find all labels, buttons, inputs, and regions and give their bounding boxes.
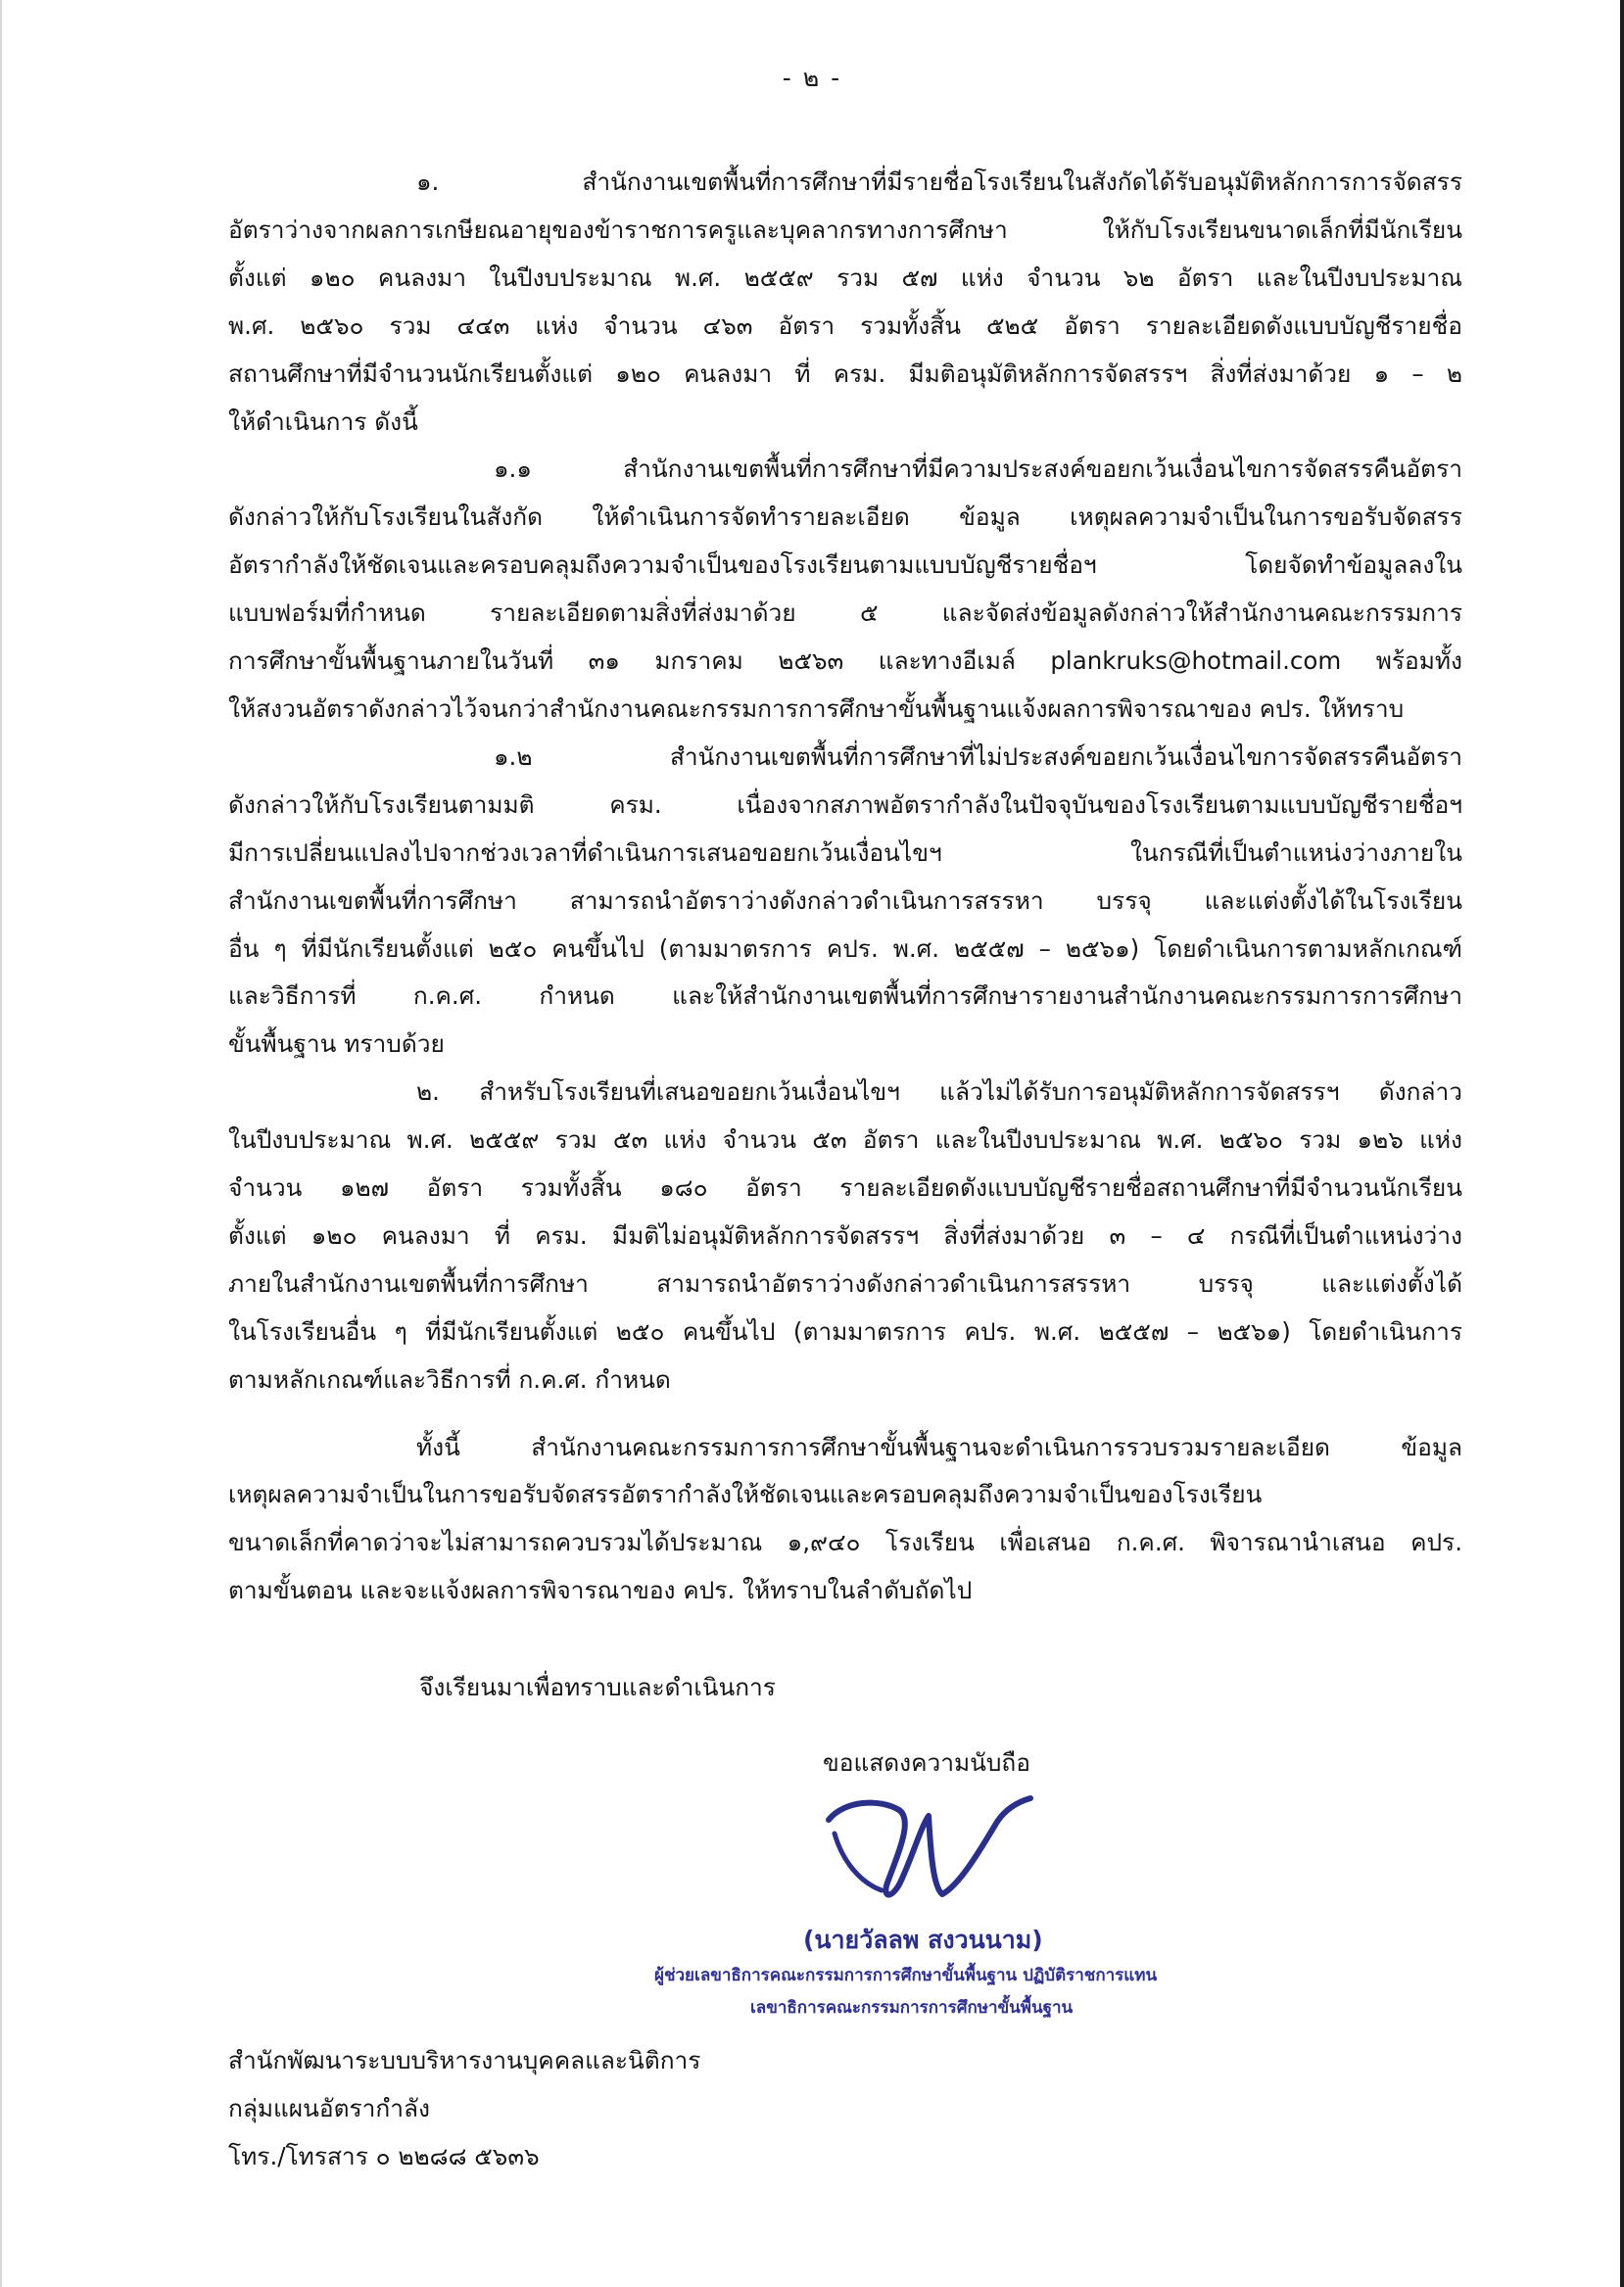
paragraph-1-line-6: ให้ดำเนินการ ดังนี้ [228, 406, 418, 436]
signatory-position-line-1: ผู้ช่วยเลขาธิการคณะกรรมการการศึกษาขั้นพื้นฐาน ปฏิบัติราชการแทน [654, 1966, 1158, 1985]
paragraph-1-2-line-6: และวิธีการที่ ก.ค.ศ. กำหนด และให้สำนักงานเขตพื้นที่การศึกษารายงานสำนักงานคณะกรรมการการศึกษา [228, 981, 1462, 1011]
paragraph-3-line-2: เหตุผลความจำเป็นในการขอรับจัดสรรอัตรากำลังให้ชัดเจนและครอบคลุมถึงความจำเป็นของโรงเรียน [228, 1480, 1263, 1509]
footer-contact [228, 2036, 700, 2180]
paragraph-1-2-line-1: ๑.๒ สำนักงานเขตพื้นที่การศึกษาที่ไม่ประสงค์ขอยกเว้นเงื่อนไขการจัดสรรคืนอัตรา [494, 741, 1462, 771]
paragraph-1-1-line-2: ดังกล่าวให้กับโรงเรียนในสังกัด ให้ดำเนินการจัดทำรายละเอียด ข้อมูล เหตุผลความจำเป็นในการขอรับจัดสรร [228, 502, 1462, 532]
paragraph-3-line-4: ตามขั้นตอน และจะแจ้งผลการพิจารณาของ คปร. ให้ทราบในลำดับถัดไป [228, 1576, 973, 1605]
paragraph-1-1-line-4: แบบฟอร์มที่กำหนด รายละเอียดตามสิ่งที่ส่งมาด้วย ๕ และจัดส่งข้อมูลดังกล่าวให้สำนักงานคณะกรรมการ [228, 598, 1462, 628]
paragraph-2-line-3: จำนวน ๑๒๗ อัตรา รวมทั้งสิ้น ๑๘๐ อัตรา รายละเอียดดังแบบบัญชีรายชื่อสถานศึกษาที่มีจำนวนนักเรียน [228, 1173, 1462, 1203]
page-right-edge [1620, 0, 1624, 2287]
signatory-name: (นายวัลลพ สงวนนาม) [803, 1926, 1043, 1954]
paragraph-2-line-2: ในปีงบประมาณ พ.ศ. ๒๕๕๙ รวม ๕๓ แห่ง จำนวน ๕๓ อัตรา และในปีงบประมาณ พ.ศ. ๒๕๖๐ รวม ๑๒๖ แห่ง [228, 1125, 1462, 1155]
paragraph-1-1-line-5: การศึกษาขั้นพื้นฐานภายในวันที่ ๓๑ มกราคม ๒๕๖๓ และทางอีเมล์ plankruks@hotmail.com พร้อมทั้ง [228, 646, 1462, 676]
paragraph-2-line-7: ตามหลักเกณฑ์และวิธีการที่ ก.ค.ศ. กำหนด [228, 1364, 671, 1394]
footer-group: กลุ่มแผนอัตรากำลัง [228, 2094, 431, 2122]
paragraph-1-2-line-4: สำนักงานเขตพื้นที่การศึกษา สามารถนำอัตราว่างดังกล่าวดำเนินการสรรหา บรรจุ และแต่งตั้งได้ในโรงเรียน [228, 885, 1462, 915]
paragraph-1-line-2: อัตราว่างจากผลการเกษียณอายุของข้าราชการครูและบุคลากรทางการศึกษา ให้กับโรงเรียนขนาดเล็กที่มีนักเรียน [228, 214, 1462, 244]
letter-body [228, 159, 1462, 1615]
paragraph-1-2-line-5: อื่น ๆ ที่มีนักเรียนตั้งแต่ ๒๕๐ คนขึ้นไป (ตามมาตรการ คปร. พ.ศ. ๒๕๕๗ – ๒๕๖๑) โดยดำเนินการตามหลักเกณฑ์ [228, 933, 1462, 963]
paragraph-1-2-line-7: ขั้นพื้นฐาน ทราบด้วย [228, 1029, 445, 1059]
paragraph-2-line-4: ตั้งแต่ ๑๒๐ คนลงมา ที่ ครม. มีมติไม่อนุมัติหลักการจัดสรรฯ สิ่งที่ส่งมาด้วย ๓ – ๔ กรณีที่เป็นตำแหน่งว่าง [228, 1220, 1462, 1250]
paragraph-3-line-1: ทั้งนี้ สำนักงานคณะกรรมการการศึกษาขั้นพื้นฐานจะดำเนินการรวบรวมรายละเอียด ข้อมูล [416, 1432, 1462, 1461]
paragraph-2-line-5: ภายในสำนักงานเขตพื้นที่การศึกษา สามารถนำอัตราว่างดังกล่าวดำเนินการสรรหา บรรจุ และแต่งตั้งได้ [228, 1268, 1462, 1298]
paragraph-1-1-line-6: ให้สงวนอัตราดังกล่าวไว้จนกว่าสำนักงานคณะกรรมการการศึกษาขั้นพื้นฐานแจ้งผลการพิจารณาของ คปร. ให้ทราบ [228, 693, 1405, 723]
page-left-edge [0, 0, 2, 2287]
paragraph-1-line-3: ตั้งแต่ ๑๒๐ คนลงมา ในปีงบประมาณ พ.ศ. ๒๕๕๙ รวม ๕๗ แห่ง จำนวน ๖๒ อัตรา และในปีงบประมาณ [228, 262, 1462, 292]
paragraph-1-line-1: ๑. สำนักงานเขตพื้นที่การศึกษาที่มีรายชื่อโรงเรียนในสังกัดได้รับอนุมัติหลักการการจัดสรร [416, 167, 1462, 196]
page-number: - ๒ - [782, 64, 842, 92]
handwritten-signature [823, 1792, 1048, 1930]
signatory-position-line-2: เลขาธิการคณะกรรมการการศึกษาขั้นพื้นฐาน [750, 1998, 1074, 2018]
paragraph-1-1-line-3: อัตรากำลังให้ชัดเจนและครอบคลุมถึงความจำเป็นของโรงเรียนตามแบบบัญชีรายชื่อฯ โดยจัดทำข้อมูลลงใน [228, 550, 1462, 580]
paragraph-3-line-3: ขนาดเล็กที่คาดว่าจะไม่สามารถควบรวมได้ประมาณ ๑,๙๔๐ โรงเรียน เพื่อเสนอ ก.ค.ศ. พิจารณานำเสนอ คปร. [228, 1528, 1462, 1557]
paragraph-2-line-6: ในโรงเรียนอื่น ๆ ที่มีนักเรียนตั้งแต่ ๒๕๐ คนขึ้นไป (ตามมาตรการ คปร. พ.ศ. ๒๕๕๗ – ๒๕๖๑) โดยดำเนินการ [228, 1316, 1462, 1346]
paragraph-2-line-1: ๒. สำหรับโรงเรียนที่เสนอขอยกเว้นเงื่อนไขฯ แล้วไม่ได้รับการอนุมัติหลักการจัดสรรฯ ดังกล่าว [416, 1077, 1462, 1107]
regards-line: ขอแสดงความนับถือ [823, 1748, 1030, 1777]
paragraph-1-1-line-1: ๑.๑ สำนักงานเขตพื้นที่การศึกษาที่มีความประสงค์ขอยกเว้นเงื่อนไขการจัดสรรคืนอัตรา [494, 454, 1462, 484]
footer-office: สำนักพัฒนาระบบบริหารงานบุคคลและนิติการ [228, 2046, 701, 2074]
paragraph-1-line-5: สถานศึกษาที่มีจำนวนนักเรียนตั้งแต่ ๑๒๐ คนลงมา ที่ ครม. มีมติอนุมัติหลักการจัดสรรฯ สิ่งที่ส่งมาด้วย ๑ – ๒ [228, 358, 1462, 388]
paragraph-1-2-line-2: ดังกล่าวให้กับโรงเรียนตามมติ ครม. เนื่องจากสภาพอัตรากำลังในปัจจุบันของโรงเรียนตามแบบบัญชีรายชื่อฯ [228, 789, 1462, 819]
footer-phone: โทร./โทรสาร ๐ ๒๒๘๘ ๕๖๓๖ [228, 2142, 540, 2170]
paragraph-1-line-4: พ.ศ. ๒๕๖๐ รวม ๔๔๓ แห่ง จำนวน ๔๖๓ อัตรา รวมทั้งสิ้น ๕๒๕ อัตรา รายละเอียดดังแบบบัญชีรายชื่อ [228, 310, 1462, 340]
closing-statement: จึงเรียนมาเพื่อทราบและดำเนินการ [419, 1673, 776, 1701]
paragraph-1-2-line-3: มีการเปลี่ยนแปลงไปจากช่วงเวลาที่ดำเนินการเสนอขอยกเว้นเงื่อนไขฯ ในกรณีที่เป็นตำแหน่งว่างภายใน [228, 837, 1462, 867]
